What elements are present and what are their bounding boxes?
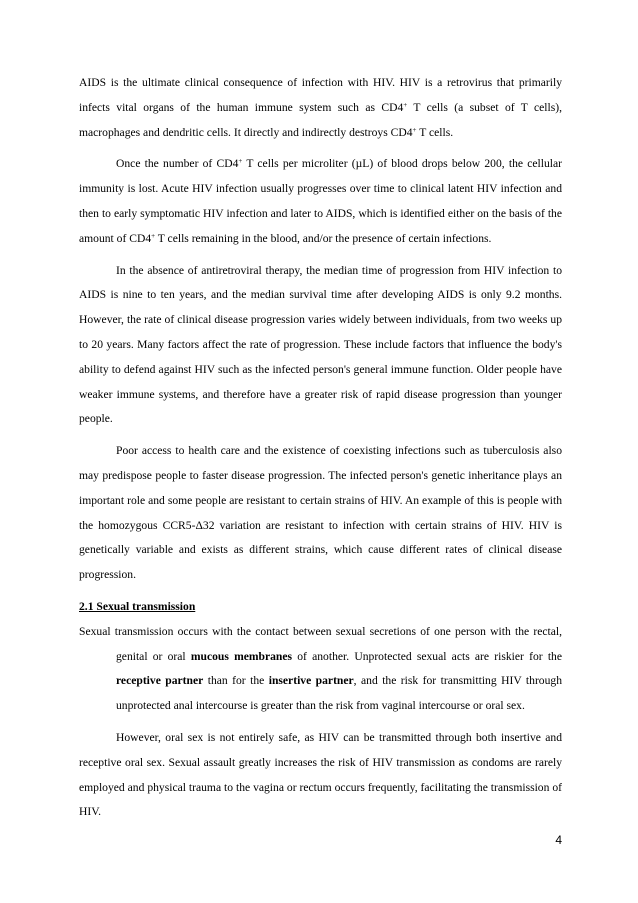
section-heading: 2.1 Sexual transmission: [79, 599, 196, 613]
paragraph-text: than for the: [203, 674, 269, 688]
paragraph-text: T cells.: [416, 125, 454, 139]
paragraph-text: Sexual transmission occurs with the contact between sexual secretions of one person with the rectal, genital or oral: [79, 624, 562, 663]
paragraph-text: T cells (a subset of T cells), macrophages and dendritic cells. It directly and indirectly destroys CD4: [79, 100, 563, 139]
bold-term: mucous membranes: [190, 649, 293, 663]
paragraph-text: T cells remaining in the blood, and/or the presence of certain infections.: [155, 231, 492, 245]
paragraph-text: , and the risk for transmitting HIV through unprotected anal intercourse is greater than the risk from vaginal intercourse or oral sex.: [116, 674, 562, 713]
paragraph-progression-time: In the absence of antiretroviral therapy, the median time of progression from HIV infection to AIDS is nine to ten years, and the median survival time after developing AIDS is only 9.2 months. However, the rate of clinical disease progression varies widely between individuals, from two weeks up to 20 years. Many factors affect the rate of progression. These include factors that influence the body's ability to defend against HIV such as the infected person's general immune function. Older people have weaker immune systems, and therefore have a greater risk of rapid disease progression than younger people.: [79, 263, 562, 426]
paragraph-cd4-count: [79, 152, 562, 251]
paragraph-text: Once the number of CD4: [116, 157, 239, 171]
bold-term: insertive partner: [268, 674, 354, 688]
paragraph-text: T cells per microliter (µL) of blood drops below 200, the cellular immunity is lost. Acute HIV infection usually progresses over time to clinical latent HIV infection and then to early symptomatic HIV infection and later to AIDS, which is identified either on the basis of the amount of CD4: [79, 157, 562, 245]
paragraph-oral-sex: However, oral sex is not entirely safe, as HIV can be transmitted through both insertive and receptive oral sex. Sexual assault greatly increases the risk of HIV transmission as condoms are rarely employed and physical trauma to the vagina or rectum occurs frequently, facilitating the transmission of HIV.: [79, 730, 562, 819]
superscript: +: [151, 231, 156, 240]
superscript: +: [403, 100, 408, 109]
paragraph-aids-definition: [79, 71, 562, 145]
bold-term: receptive partner: [116, 674, 204, 688]
page-number: 4: [555, 833, 562, 847]
paragraph-text: AIDS is the ultimate clinical consequence of infection with HIV. HIV is a retrovirus that primarily infects vital organs of the human immune system such as CD4: [79, 76, 562, 114]
superscript: +: [412, 125, 417, 134]
paragraph-sexual-transmission: [79, 620, 562, 719]
paragraph-risk-factors: Poor access to health care and the existence of coexisting infections such as tuberculosis also may predispose people to faster disease progression. The infected person's genetic inheritance plays an important role and some people are resistant to certain strains of HIV. An example of this is people with the homozygous CCR5-Δ32 variation are resistant to infection with certain strains of HIV. HIV is genetically variable and exists as different strains, which cause different rates of clinical disease progression.: [79, 444, 562, 582]
paragraph-text: of another. Unprotected sexual acts are riskier for the: [292, 649, 562, 663]
superscript: +: [238, 157, 243, 166]
page-content: [79, 71, 562, 832]
